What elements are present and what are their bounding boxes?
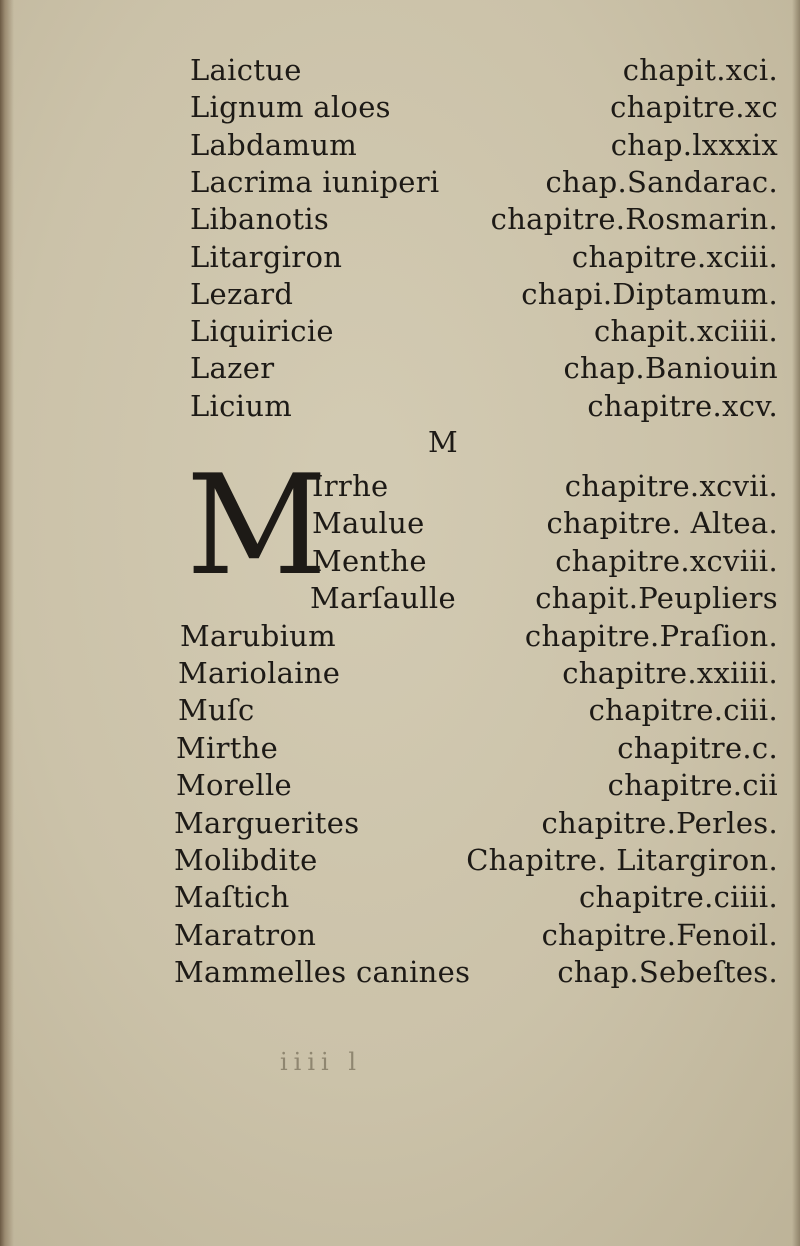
index-term: Lignum aloes: [190, 90, 391, 125]
index-term: Mammelles canines: [174, 955, 471, 990]
chapter-reference: chapitre. Altea.: [546, 506, 778, 541]
index-term: Muſc: [178, 693, 255, 728]
page-edge: [792, 0, 800, 1246]
chapter-reference: chapitre.xcvii.: [564, 469, 778, 503]
index-term: Lazer: [190, 351, 275, 386]
chapter-reference: chapitre.Praſion.: [524, 618, 778, 653]
chapter-reference: chapitre.Perles.: [541, 805, 778, 840]
index-term: Libanotis: [190, 202, 330, 237]
index-term: Menthe: [312, 543, 427, 578]
chapter-reference: chapit.xciiii.: [593, 314, 778, 349]
chapter-reference: chapitre.xciii.: [571, 239, 778, 274]
chapter-reference: chap.Sebeſtes.: [557, 955, 778, 990]
chapter-reference: chapitre.xcviii.: [555, 543, 778, 578]
index-term: Molibdite: [174, 843, 318, 877]
binding-gutter: [0, 0, 14, 1246]
chapter-reference: chapit.xci.: [622, 53, 778, 87]
chapter-reference: chapit.Peupliers: [535, 581, 778, 616]
index-term: Marubium: [180, 618, 336, 653]
chapter-reference: chap.lxxxix: [610, 127, 778, 162]
chapter-reference: chapi.Diptamum.: [521, 276, 778, 311]
chapter-reference: chapitre.xxiiii.: [562, 656, 778, 690]
index-term: Maſtich: [174, 880, 290, 915]
index-term: Mariolaine: [178, 656, 341, 690]
index-term: Licium: [190, 388, 293, 423]
index-term: Litargiron: [190, 239, 343, 274]
index-term: Mirthe: [176, 730, 279, 765]
index-term: Marguerites: [174, 805, 360, 840]
chapter-reference: chapitre.ciii.: [588, 693, 778, 728]
index-term: Maulue: [312, 506, 425, 541]
index-term: Marſaulle: [310, 581, 456, 616]
chapter-reference: chapitre.Fenoil.: [541, 917, 778, 952]
index-term: Liquiricie: [190, 314, 334, 349]
index-term: Maratron: [174, 917, 317, 952]
chapter-reference: chapitre.Rosmarin.: [490, 202, 778, 237]
section-heading: M: [428, 425, 458, 459]
index-term: Lezard: [190, 276, 294, 311]
folio-mark: iiii l: [280, 1048, 363, 1076]
drop-cap: M: [186, 445, 328, 606]
chapter-reference: chapitre.xcv.: [587, 388, 778, 423]
index-term: Lacrima iuniperi: [190, 164, 440, 199]
chapter-reference: chap.Baniouin: [563, 351, 778, 386]
chapter-reference: chapitre.xc: [610, 90, 778, 125]
index-term: Irrhe: [312, 469, 389, 503]
index-term: Laictue: [190, 53, 302, 87]
chapter-reference: Chapitre. Litargiron.: [466, 843, 778, 877]
chapter-reference: chapitre.c.: [617, 730, 778, 765]
chapter-reference: chap.Sandarac.: [545, 164, 778, 199]
chapter-reference: chapitre.cii: [607, 768, 778, 803]
chapter-reference: chapitre.ciiii.: [578, 880, 778, 915]
index-term: Labdamum: [190, 127, 358, 162]
index-term: Morelle: [176, 768, 292, 803]
